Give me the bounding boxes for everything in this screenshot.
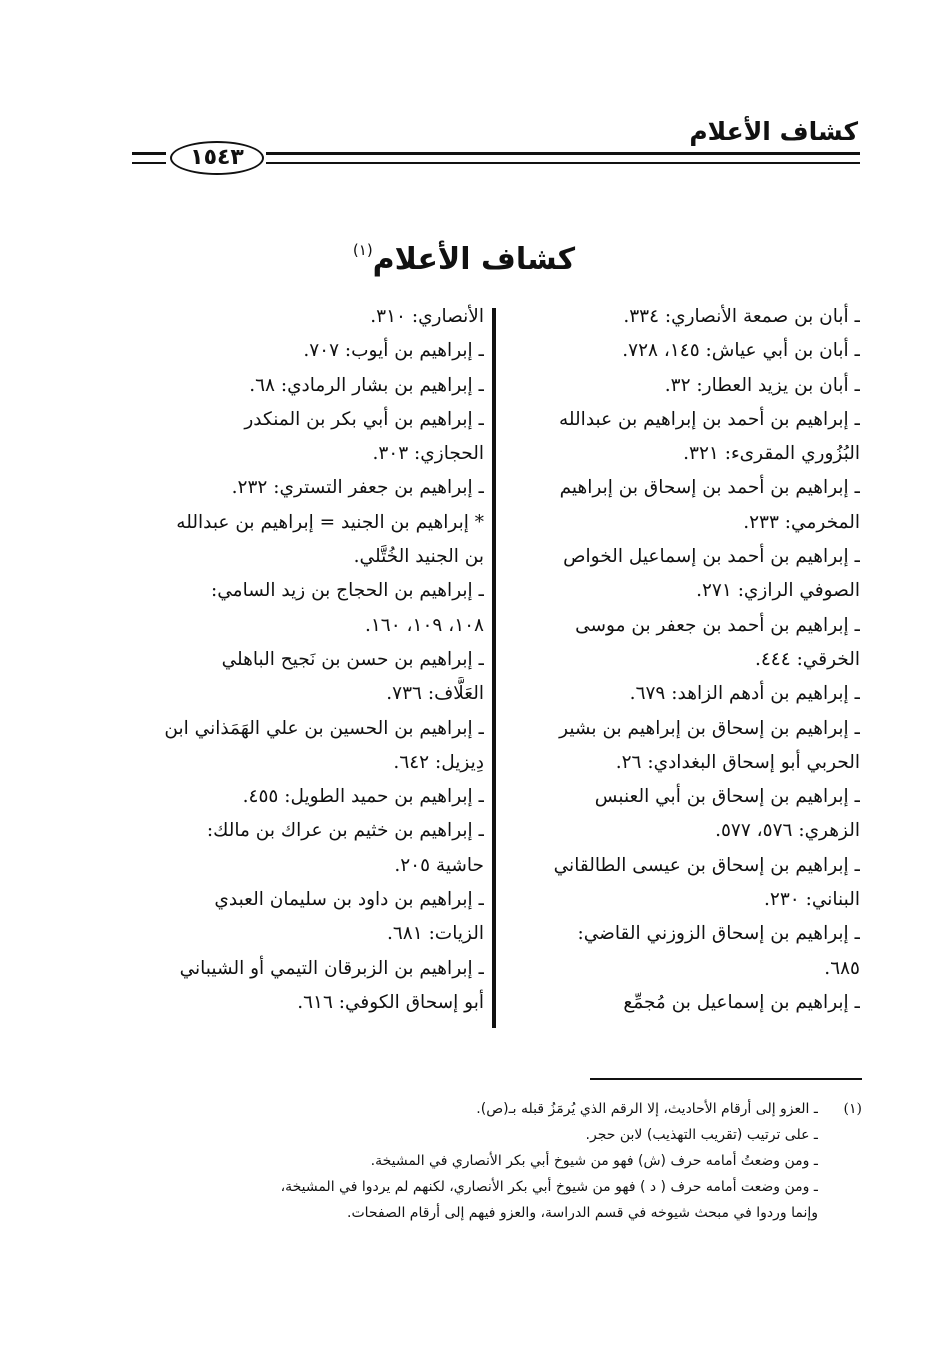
index-column-left (132, 300, 484, 1020)
index-line: ـ إبراهيم بن إسماعيل بن مُجمِّع (623, 991, 860, 1013)
index-line: ـ أبان بن يزيد العطار: ٣٢. (664, 374, 860, 396)
index-line: ـ إبراهيم بن الزبرقان التيمي أو الشيباني (179, 957, 484, 979)
index-line: ـ إبراهيم بن بشار الرمادي: ٦٨. (249, 374, 484, 396)
page-title-text: كشاف الأعلام (372, 242, 576, 277)
index-line: الأنصاري: ٣١٠. (370, 306, 484, 327)
footnote-rule (590, 1078, 862, 1080)
index-line: ـ إبراهيم بن الحسين بن علي الهَمَذاني ابن (164, 717, 484, 739)
index-line: ـ إبراهيم بن إسحاق الزوزني القاضي: (577, 923, 860, 945)
index-line: حاشية ٢٠٥. (394, 854, 484, 876)
index-line: ـ أبان بن صمعة الأنصاري: ٣٣٤. (623, 306, 860, 327)
header-rule-short (132, 152, 166, 164)
index-line: ٦٨٥. (824, 957, 860, 979)
index-line: * إبراهيم بن الجنيد = إبراهيم بن عبدالله (176, 511, 484, 533)
index-line: أبو إسحاق الكوفي: ٦١٦. (297, 991, 484, 1013)
column-divider (492, 308, 496, 1028)
index-line: ـ إبراهيم بن أحمد بن إبراهيم بن عبدالله (559, 408, 860, 430)
index-line: الزيات: ٦٨١. (386, 923, 484, 945)
index-line: بن الجنيد الخُتَّلي. (353, 546, 484, 568)
page-title (0, 226, 928, 284)
index-column-right (508, 300, 860, 1020)
running-title: كشاف الأعلام (689, 117, 858, 146)
index-line: ـ إبراهيم بن أبي بكر بن المنكدر (244, 408, 484, 430)
index-line: الخرقي: ٤٤٤. (754, 648, 860, 670)
index-line: العَلَّاف: ٧٣٦. (386, 683, 484, 705)
index-line: المخرمي: ٢٣٣. (743, 511, 860, 533)
index-line: ـ إبراهيم بن إسحاق بن إبراهيم بن بشير (559, 717, 860, 739)
footnote-line: ـ العزو إلى أرقام الأحاديث، إلا الرقم الذي يُرمَزُ قبله بـ(ص). (476, 1101, 818, 1117)
index-line: ـ إبراهيم بن حميد الطويل: ٤٥٥. (242, 786, 484, 808)
footnote-line: ـ ومن وضعت أمامه حرف ( د ) فهو من شيوخ أبي بكر الأنصاري، لكنهم لم يردوا في المشيخة، (280, 1179, 818, 1195)
footnote-line: وإنما وردوا في مبحث شيوخه في قسم الدراسة، والعزو فيهم إلى أرقام الصفحات. (347, 1205, 818, 1221)
footnote-block (118, 1096, 818, 1226)
index-line: ـ إبراهيم بن خثيم بن عراك بن مالك: (206, 820, 484, 842)
footnote-line: ـ ومن وضعتُ أمامه حرف (ش) فهو من شيوخ أبي بكر الأنصاري في المشيخة. (370, 1153, 818, 1169)
index-line: ـ إبراهيم بن إسحاق بن عيسى الطالقاني (553, 854, 860, 876)
index-line: ـ إبراهيم بن أحمد بن إسماعيل الخواص (563, 546, 860, 568)
index-line: ـ إبراهيم بن داود بن سليمان العبدي (214, 889, 484, 911)
index-line: البناني: ٢٣٠. (764, 889, 860, 911)
index-line: ـ أبان بن أبي عياش: ١٤٥، ٧٢٨. (622, 340, 860, 362)
index-line: ـ إبراهيم بن أحمد بن جعفر بن موسى (575, 614, 860, 636)
index-line: ـ إبراهيم بن حسن بن نَجيح الباهلي (221, 648, 484, 670)
index-line: ـ إبراهيم بن إسحاق بن أبي العنبس (594, 786, 860, 808)
index-line: الحربي أبو إسحاق البغدادي: ٢٦. (615, 751, 860, 773)
index-line: ـ إبراهيم بن الحجاج بن زيد السامي: (211, 580, 484, 602)
index-line: ـ إبراهيم بن أدهم الزاهد: ٦٧٩. (629, 683, 860, 705)
index-line: دِيزيل: ٦٤٢. (393, 751, 484, 773)
index-line: الزهري: ٥٧٦، ٥٧٧. (715, 820, 860, 842)
footnote-line: ـ على ترتيب (تقريب التهذيب) لابن حجر. (585, 1127, 818, 1143)
header-rule (266, 152, 860, 164)
index-line: ١٠٨، ١٠٩، ١٦٠. (364, 614, 484, 636)
index-line: ـ إبراهيم بن أحمد بن إسحاق بن إبراهيم (559, 477, 860, 499)
page-number: ١٥٤٣ (170, 141, 264, 175)
index-line: البُزُوري المقرىء: ٣٢١. (683, 443, 860, 465)
index-line: الصوفي الرازي: ٢٧١. (696, 580, 860, 602)
footnote-marker: (١) (843, 1101, 862, 1117)
footnote-reference: (١) (352, 241, 373, 259)
index-line: ـ إبراهيم بن أيوب: ٧٠٧. (303, 340, 484, 362)
index-line: ـ إبراهيم بن جعفر التستري: ٢٣٢. (231, 477, 484, 499)
index-line: الحجازي: ٣٠٣. (372, 443, 484, 465)
